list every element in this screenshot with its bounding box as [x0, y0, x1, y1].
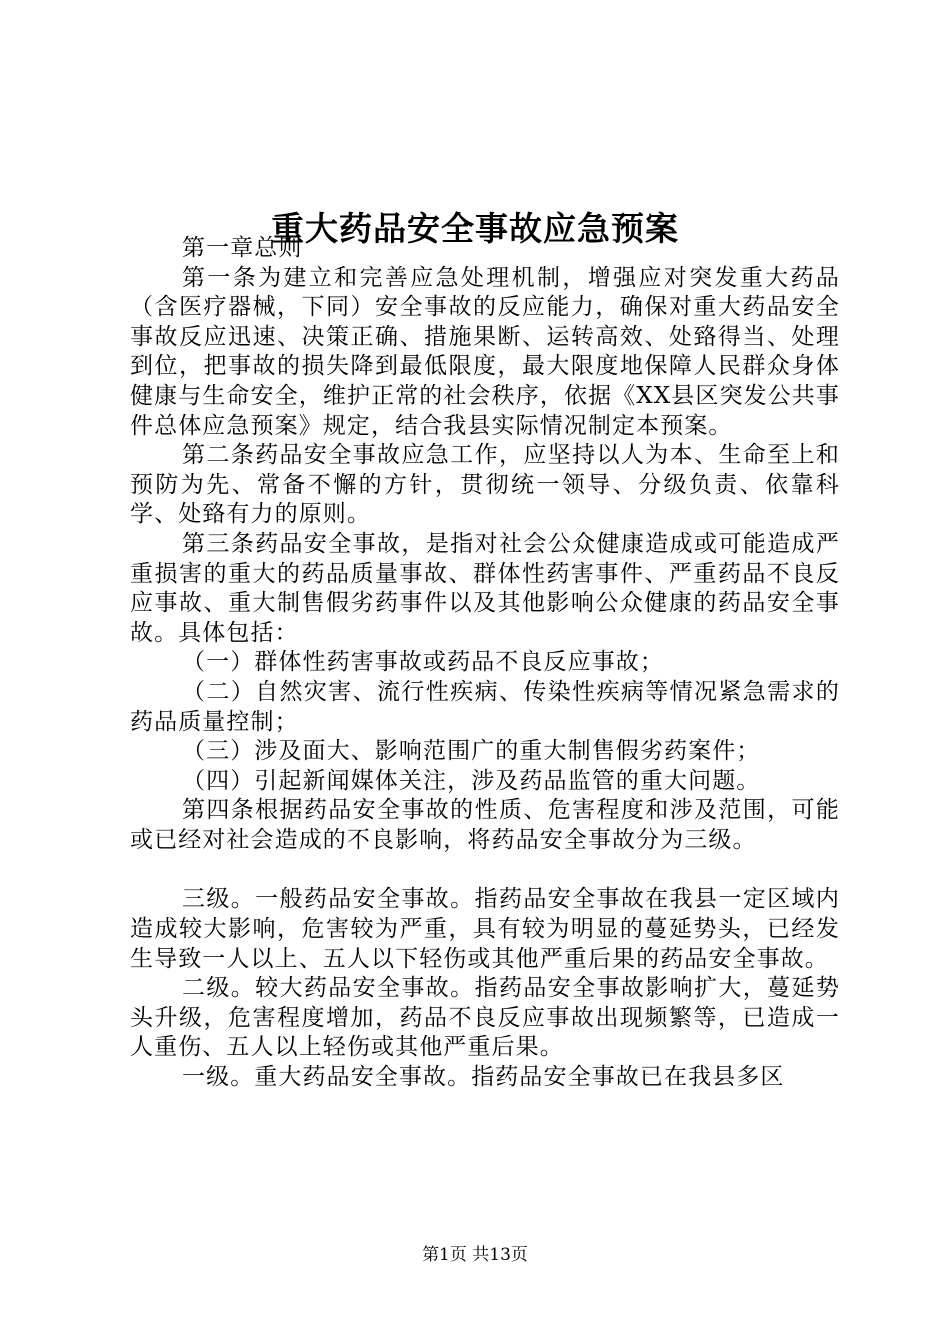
article-1-paragraph: 第一条为建立和完善应急处理机制，增强应对突发重大药品（含医疗器械，下同）安全事故的反应能力，确保对重大药品安全事故反应迅速、决策正确、措施果断、运转高效、处臵得当、处理到位，把事故的损失降到最低限度，最大限度地保障人民群众身体健康与生命安全，维护正常的社会秩序，依据《XX县区突发公共事件总体应急预案》规定，结合我县实际情况制定本预案。: [130, 264, 840, 439]
list-item-3: （三）涉及面大、影响范围广的重大制售假劣药案件；: [182, 738, 761, 765]
list-item-1: （一）群体性药害事故或药品不良反应事故；: [182, 649, 664, 676]
level-3-paragraph: 三级。一般药品安全事故。指药品安全事故在我县一定区域内造成较大影响，危害较为严重，具有较为明显的蔓延势头，已经发生导致一人以上、五人以下轻伤或其他严重后果的药品安全事故。: [130, 886, 840, 972]
article-3-paragraph: 第三条药品安全事故，是指对社会公众健康造成或可能造成严重损害的重大的药品质量事故、群体性药害事件、严重药品不良反应事故、重大制售假劣药事件以及其他影响公众健康的药品安全事故。具体包括：: [130, 530, 840, 646]
level-1-paragraph: 一级。重大药品安全事故。指药品安全事故已在我县多区: [182, 1064, 785, 1091]
list-item-2: （二）自然灾害、流行性疾病、传染性疾病等情况紧急需求的药品质量控制；: [130, 678, 840, 735]
list-item-4: （四）引起新闻媒体关注，涉及药品监管的重大问题。: [182, 767, 761, 794]
article-4-paragraph: 第四条根据药品安全事故的性质、危害程度和涉及范围，可能或已经对社会造成的不良影响，将药品安全事故分为三级。: [130, 797, 840, 853]
document-body: [130, 234, 840, 1093]
document-title: 重大药品安全事故应急预案: [271, 209, 679, 249]
level-2-paragraph: 二级。较大药品安全事故。指药品安全事故影响扩大，蔓延势头升级，危害程度增加，药品不良反应事故出现频繁等，已造成一人重伤、五人以上轻伤或其他严重后果。: [130, 975, 840, 1061]
page-footer: 第1页 共13页: [422, 1245, 528, 1265]
article-2-paragraph: 第二条药品安全事故应急工作，应坚持以人为本、生命至上和预防为先、常备不懈的方针，贯彻统一领导、分级负责、依靠科学、处臵有力的原则。: [130, 442, 840, 528]
chapter-heading: 第一章总则: [182, 235, 303, 261]
